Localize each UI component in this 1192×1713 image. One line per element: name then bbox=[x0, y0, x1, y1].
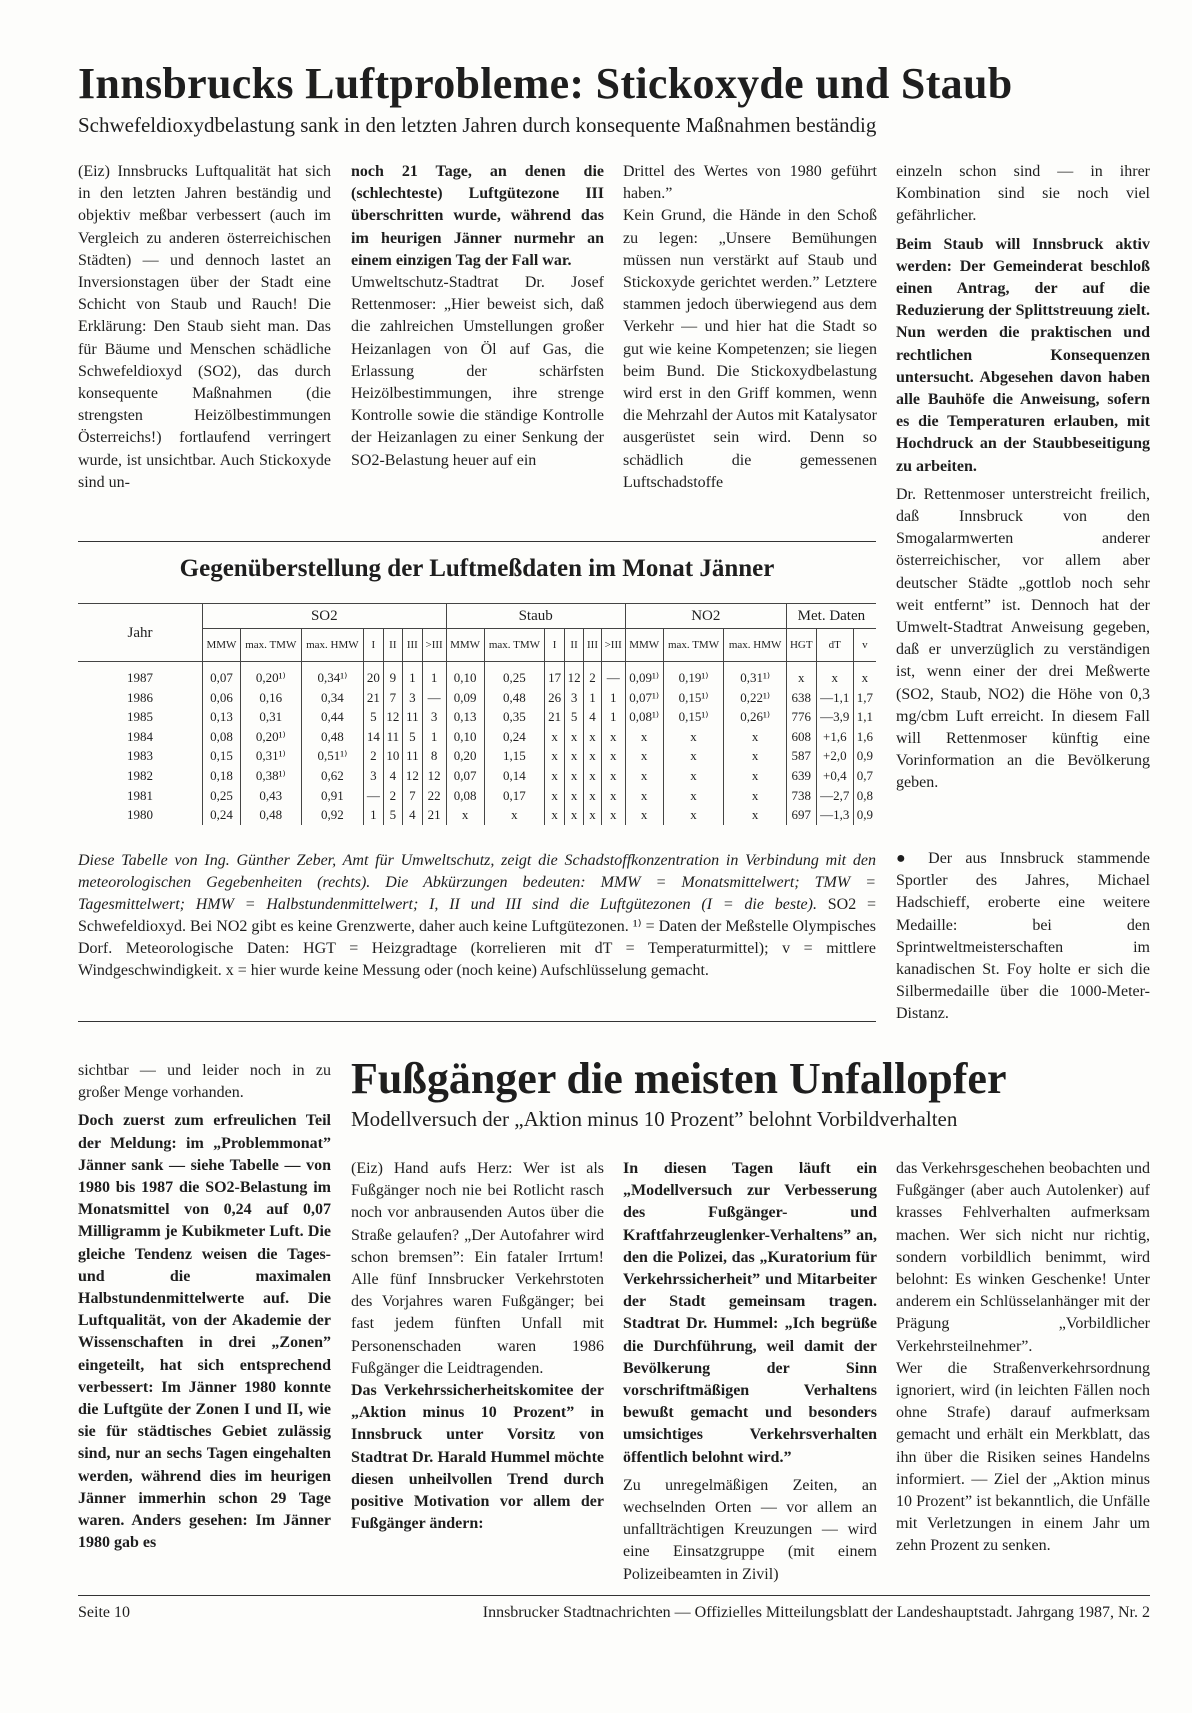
table-cell: 0,15¹⁾ bbox=[663, 707, 724, 727]
table-subheader: MMW bbox=[203, 629, 241, 662]
article1-title: Innsbrucks Luftprobleme: Stickoxyde und Staub bbox=[78, 59, 1013, 108]
table-subheader: HGT bbox=[786, 629, 816, 662]
article1-col2 bbox=[351, 161, 604, 472]
table-cell: 3 bbox=[364, 766, 384, 786]
table-cell: 0,08¹⁾ bbox=[625, 707, 663, 727]
table-cell: 0,91 bbox=[301, 786, 363, 806]
brief-news-text: Der aus Innsbruck stammende Sportler des Jahres, Michael Hadschieff, eroberte eine weitere Medaille: bei den Sprintweltmeisterschaften im kanadischen St. Foy holte er sich die Silbermedaille über die 1000-Meter-Distanz. bbox=[896, 850, 1150, 1023]
table-cell: 0,44 bbox=[301, 707, 363, 727]
table-row bbox=[78, 766, 876, 786]
table-cell: 0,09¹⁾ bbox=[625, 662, 663, 688]
table-cell: 0,08 bbox=[203, 727, 241, 747]
table-cell: 738 bbox=[786, 786, 816, 806]
table-cell: x bbox=[564, 786, 584, 806]
table-cell: 0,08 bbox=[446, 786, 484, 806]
table-cell: x bbox=[724, 786, 786, 806]
table-cell: 0,22¹⁾ bbox=[724, 688, 786, 708]
table-cell: x bbox=[545, 805, 565, 825]
bullet-icon: ● bbox=[896, 850, 915, 867]
table-cell: 1,15 bbox=[484, 746, 545, 766]
article2-title: Fußgänger die meisten Unfallopfer bbox=[351, 1054, 1007, 1103]
table-cell: — bbox=[601, 662, 625, 688]
table-cell: 1,7 bbox=[853, 688, 876, 708]
table-cell: 11 bbox=[403, 746, 423, 766]
table-cell: 0,51¹⁾ bbox=[301, 746, 363, 766]
table-cell: x bbox=[663, 746, 724, 766]
table-cell: 12 bbox=[383, 707, 403, 727]
table-cell: 10 bbox=[383, 746, 403, 766]
table-cell: x bbox=[601, 746, 625, 766]
table-cell: x bbox=[584, 786, 601, 806]
table-cell: x bbox=[724, 746, 786, 766]
table-cell: 0,62 bbox=[301, 766, 363, 786]
table-cell: 2 bbox=[364, 746, 384, 766]
table-cell: 21 bbox=[422, 805, 446, 825]
table-cell: 4 bbox=[383, 766, 403, 786]
table-cell: x bbox=[625, 786, 663, 806]
table-cell: 0,13 bbox=[446, 707, 484, 727]
article1-col1 bbox=[78, 161, 331, 494]
table-group-so2: SO2 bbox=[203, 604, 447, 629]
table-cell: 0,9 bbox=[853, 805, 876, 825]
table-cell: x bbox=[663, 766, 724, 786]
table-cell: 0,25 bbox=[484, 662, 545, 688]
table-cell: x bbox=[724, 727, 786, 747]
article2-col3-text-b: Wer die Straßenverkehrsordnung ignoriert, wird (in leichten Fällen noch ohne Strafe) darauf aufmerksam gemacht und erhält ein Merkblatt, das ihn über die Risiken seines Handelns informiert. — Ziel der „Aktion minus 10 Prozent” ist bekanntlich, die Unfälle mit Verletzungen in einem Jahr um zehn Prozent zu senken. bbox=[896, 1359, 1150, 1555]
article1-cont-text: sichtbar — und leider noch in zu großer Menge vorhanden. bbox=[78, 1062, 331, 1102]
table-cell: 4 bbox=[403, 805, 423, 825]
table-cell: 2 bbox=[584, 662, 601, 688]
article1-col4-text-b: Dr. Rettenmoser unterstreicht freilich, daß Innsbruck von den Smogalarmwerten anderer österreichischer, vor allem aber deutscher Städte „gottlob noch sehr weit entfernt” ist. Dennoch hat der Umwelt-Stadtrat Anweisung gegeben, daß er unverzüglich zu verständigen ist, wenn einer der drei Meßwerte (SO2, Staub, NO2) die Höhe von 0,3 mg/cbm Luft erreicht. In diesem Fall will Rettenmoser künftig eine Vorinformation an die Bevölkerung geben. bbox=[896, 485, 1150, 792]
table-cell: 1 bbox=[422, 727, 446, 747]
table-subheader: dT bbox=[816, 629, 853, 662]
table-cell: 7 bbox=[383, 688, 403, 708]
table-cell: 1 bbox=[403, 662, 423, 688]
table-cell: 21 bbox=[364, 688, 384, 708]
table-cell: x bbox=[625, 805, 663, 825]
article1-col2-text: Umweltschutz-Stadtrat Dr. Josef Rettenmoser: „Hier beweist sich, daß die zahlreichen Umstellungen großer Heizanlagen von Öl auf Gas, die Erlassung der schärfsten Heizölbestimmungen, ihre strenge Kontrolle sowie die ständige Kontrolle der Heizanlagen zu einer Senkung der SO2-Belastung heuer auf ein bbox=[351, 274, 604, 469]
table-cell: 3 bbox=[422, 707, 446, 727]
table-cell: 14 bbox=[364, 727, 384, 747]
table-cell: 1,1 bbox=[853, 707, 876, 727]
table-cell: x bbox=[584, 766, 601, 786]
table-cell: 20 bbox=[364, 662, 384, 688]
table-cell: +1,6 bbox=[816, 727, 853, 747]
table-cell: x bbox=[564, 727, 584, 747]
table-cell: 0,92 bbox=[301, 805, 363, 825]
table-cell: —1,1 bbox=[816, 688, 853, 708]
table-cell: 0,24 bbox=[484, 727, 545, 747]
table-cell: 0,20¹⁾ bbox=[240, 727, 301, 747]
table-cell: 608 bbox=[786, 727, 816, 747]
table-subheader: >III bbox=[422, 629, 446, 662]
footer-page-number: Seite 10 bbox=[78, 1604, 130, 1621]
table-cell: 3 bbox=[564, 688, 584, 708]
table-row bbox=[78, 746, 876, 766]
article1-col1-text: (Eiz) Innsbrucks Luftqualität hat sich in den letzten Jahren beständig und objektiv meßbar verbessert (auch im Vergleich zu anderen österreichischen Städten) — und dennoch lastet an Inversionstagen über der Stadt eine Schicht von Staub und Rauch! Die Erklärung: Den Staub sieht man. Das für Bäume und Menschen schädliche Schwefeldioxyd (SO2), das durch konsequente Maßnahmen (die strengsten Heizölbestimmungen Österreichs!) fortlaufend verringert wurde, ist unsichtbar. Auch Stickoxyde sind un- bbox=[78, 163, 331, 491]
table-cell: 0,48 bbox=[240, 805, 301, 825]
table-cell: x bbox=[601, 786, 625, 806]
table-cell: 776 bbox=[786, 707, 816, 727]
table-cell: x bbox=[545, 766, 565, 786]
table-cell: 1 bbox=[601, 688, 625, 708]
table-year-cell: 1986 bbox=[127, 689, 153, 705]
table-cell: 0,48 bbox=[301, 727, 363, 747]
table-cell: 0,25 bbox=[203, 786, 241, 806]
table-cell: x bbox=[816, 662, 853, 688]
table-cell: 0,10 bbox=[446, 662, 484, 688]
table-bottom-rule bbox=[78, 1021, 876, 1022]
table-cell: 0,24 bbox=[203, 805, 241, 825]
table-year-cell: 1981 bbox=[127, 787, 153, 803]
article2-subtitle: Modellversuch der „Aktion minus 10 Prozent” belohnt Vorbildverhalten bbox=[351, 1107, 958, 1131]
table-cell: 12 bbox=[422, 766, 446, 786]
table-caption bbox=[78, 850, 876, 982]
article1-subtitle: Schwefeldioxydbelastung sank in den letzten Jahren durch konsequente Maßnahmen beständig bbox=[78, 113, 877, 137]
table-cell: 12 bbox=[403, 766, 423, 786]
table-cell: 0,16 bbox=[240, 688, 301, 708]
table-cell: x bbox=[564, 746, 584, 766]
table-cell: 0,07 bbox=[446, 766, 484, 786]
article1-col3-text-b: Kein Grund, die Hände in den Schoß zu legen: „Unsere Bemühungen müssen nun verstärkt auf Staub und Stickoxyde gerichtet werden.” Letztere stammen jedoch überwiegend aus dem Verkehr — und hier hat die Stadt so gut wie keine Kompetenzen; sie liegen beim Bund. Die Stickoxydbelastung wird erst in den Griff kommen, wenn die Mehrzahl der Autos mit Katalysator ausgerüstet sein wird. Denn so schädlich die gemessenen Luftschadstoffe bbox=[623, 207, 877, 491]
table-subheader: III bbox=[584, 629, 601, 662]
table-cell: x bbox=[853, 662, 876, 688]
table-year-cell: 1987 bbox=[127, 670, 153, 685]
table-top-rule bbox=[78, 541, 876, 542]
table-subheader: II bbox=[564, 629, 584, 662]
article2-col2-text: Zu unregelmäßigen Zeiten, an wechselnden Orten — vor allem an unfallträchtigen Kreuzungen — wird eine Einsatzgruppe (mit einem Polizeibeamten in Zivil) bbox=[623, 1476, 877, 1583]
table-cell: x bbox=[724, 766, 786, 786]
table-subheader: III bbox=[403, 629, 423, 662]
article1-cont-bold: Doch zuerst zum erfreulichen Teil der Meldung: im „Problemmonat” Jänner sank — siehe Tabelle — von 1980 bis 1987 die SO2-Belastung im Monatsmittel von 0,24 auf 0,07 Milligramm je Kubikmeter Luft. Die gleiche Tendenz weisen die Tages- und die maximalen Halbstundenmittelwerte auf. Die Luftqualität, von der Akademie der Wissenschaften in drei „Zonen” eingeteilt, hat sich entsprechend verbessert: Im Jänner 1980 konnte die Luftgüte der Zonen I und II, wie sie für städtisches Gebiet zulässig sind, nur an sechs Tagen eingehalten werden, während dies im heurigen Jänner immerhin schon 29 Tage waren. Anders gesehen: Im Jänner 1980 gab es bbox=[78, 1112, 331, 1552]
measurement-table bbox=[78, 603, 876, 825]
table-cell: 0,48 bbox=[484, 688, 545, 708]
table-cell: — bbox=[422, 688, 446, 708]
table-year-header: Jahr bbox=[78, 604, 203, 662]
table-cell: x bbox=[601, 766, 625, 786]
table-cell: 0,07¹⁾ bbox=[625, 688, 663, 708]
table-cell: 7 bbox=[403, 786, 423, 806]
footer-rule bbox=[78, 1595, 1150, 1596]
table-cell: 0,31¹⁾ bbox=[240, 746, 301, 766]
table-cell: x bbox=[601, 805, 625, 825]
article1-col4-text-a: einzeln schon sind — in ihrer Kombination sind sie noch viel gefährlicher. bbox=[896, 163, 1150, 225]
table-cell: 0,20 bbox=[446, 746, 484, 766]
table-cell: x bbox=[484, 805, 545, 825]
table-cell: x bbox=[601, 727, 625, 747]
article2-col2-bold: In diesen Tagen läuft ein „Modellversuch zur Verbesserung des Fußgänger- und Kraftfahrzeuglenker-Verhaltens” an, den die Polizei, das „Kuratorium für Verkehrssicherheit” und Mitarbeiter der Stadt gemeinsam tragen. Stadtrat Dr. Hummel: „Ich begrüße die Durchführung, weil damit der Bevölkerung der Sinn vorschriftmäßigen Verhaltens bewußt gemacht und besonders umsichtiges Verkehrsverhalten öffentlich belohnt wird.” bbox=[623, 1160, 877, 1466]
article1-continuation bbox=[78, 1060, 331, 1554]
article2-col1 bbox=[351, 1158, 604, 1535]
table-row bbox=[78, 727, 876, 747]
table-cell: —3,9 bbox=[816, 707, 853, 727]
table-cell: x bbox=[724, 805, 786, 825]
table-cell: x bbox=[545, 746, 565, 766]
table-cell: 1 bbox=[584, 688, 601, 708]
table-cell: 0,31¹⁾ bbox=[724, 662, 786, 688]
table-cell: 0,09 bbox=[446, 688, 484, 708]
table-row bbox=[78, 707, 876, 727]
table-subheader: I bbox=[545, 629, 565, 662]
article2-col2 bbox=[623, 1158, 877, 1586]
table-caption-plain: SO2 = Schwefeldioxyd. Bei NO2 gibt es keine Grenzwerte, daher auch keine Luftgütezonen. ¹⁾ = Daten der Meßstelle Olympisches Dorf. Meteorologische Daten: HGT = Heizgradtage (korrelieren mit dT = Temperaturmittel); v = mittlere Windgeschwindigkeit. x = hier wurde keine Messung oder (noch keine) Aufschlüsselung gemacht. bbox=[78, 896, 876, 979]
table-cell: —2,7 bbox=[816, 786, 853, 806]
article2-col3 bbox=[896, 1158, 1150, 1558]
table-cell: x bbox=[663, 727, 724, 747]
table-group-no2: NO2 bbox=[625, 604, 786, 629]
table-row bbox=[78, 786, 876, 806]
table-cell: 0,13 bbox=[203, 707, 241, 727]
table-cell: 0,06 bbox=[203, 688, 241, 708]
table-cell: 0,43 bbox=[240, 786, 301, 806]
table-subheader: v bbox=[853, 629, 876, 662]
table-cell: 26 bbox=[545, 688, 565, 708]
table-subheader: max. HMW bbox=[301, 629, 363, 662]
table-group-staub: Staub bbox=[446, 604, 625, 629]
table-cell: x bbox=[545, 727, 565, 747]
table-cell: 0,18 bbox=[203, 766, 241, 786]
table-cell: 0,7 bbox=[853, 766, 876, 786]
table-cell: x bbox=[625, 727, 663, 747]
article1-col2-bold: noch 21 Tage, an denen die (schlechteste) Luftgütezone III überschritten wurde, während das im heurigen Jänner nurmehr an einem einzigen Tag der Fall war. bbox=[351, 163, 604, 269]
table-cell: x bbox=[584, 746, 601, 766]
table-cell: —1,3 bbox=[816, 805, 853, 825]
table-year-cell: 1985 bbox=[127, 709, 153, 725]
table-subheader: MMW bbox=[446, 629, 484, 662]
table-subheader: II bbox=[383, 629, 403, 662]
table-cell: 587 bbox=[786, 746, 816, 766]
table-subheader: max. TMW bbox=[484, 629, 545, 662]
table-cell: 1,6 bbox=[853, 727, 876, 747]
table-cell: 0,17 bbox=[484, 786, 545, 806]
table-cell: +0,4 bbox=[816, 766, 853, 786]
table-subheader: MMW bbox=[625, 629, 663, 662]
article1-col3 bbox=[623, 161, 877, 494]
table-cell: 5 bbox=[564, 707, 584, 727]
table-cell: — bbox=[364, 786, 384, 806]
table-cell: 697 bbox=[786, 805, 816, 825]
table-cell: 0,35 bbox=[484, 707, 545, 727]
table-title: Gegenüberstellung der Luftmeßdaten im Monat Jänner bbox=[179, 555, 775, 582]
table-cell: x bbox=[584, 805, 601, 825]
table-subheader: max. TMW bbox=[663, 629, 724, 662]
table-cell: 1 bbox=[364, 805, 384, 825]
table-cell: 0,26¹⁾ bbox=[724, 707, 786, 727]
table-subheader: max. HMW bbox=[724, 629, 786, 662]
table-subheader: I bbox=[364, 629, 384, 662]
table-row bbox=[78, 662, 876, 688]
table-cell: 0,9 bbox=[853, 746, 876, 766]
table-cell: 0,19¹⁾ bbox=[663, 662, 724, 688]
table-cell: 0,34 bbox=[301, 688, 363, 708]
table-cell: 22 bbox=[422, 786, 446, 806]
table-cell: 0,8 bbox=[853, 786, 876, 806]
footer-publication: Innsbrucker Stadtnachrichten — Offizielles Mitteilungsblatt der Landeshauptstadt. Jahrgang 1987, Nr. 2 bbox=[482, 1604, 1150, 1621]
table-cell: 0,07 bbox=[203, 662, 241, 688]
table-cell: 0,34¹⁾ bbox=[301, 662, 363, 688]
table-cell: 2 bbox=[383, 786, 403, 806]
table-cell: x bbox=[786, 662, 816, 688]
table-cell: 5 bbox=[403, 727, 423, 747]
table-cell: 17 bbox=[545, 662, 565, 688]
table-cell: 0,38¹⁾ bbox=[240, 766, 301, 786]
table-cell: 1 bbox=[422, 662, 446, 688]
table-year-cell: 1983 bbox=[127, 748, 153, 764]
table-cell: x bbox=[564, 805, 584, 825]
table-cell: 0,15 bbox=[203, 746, 241, 766]
article2-col1-bold: Das Verkehrssicherheitskomitee der „Aktion minus 10 Prozent” in Innsbruck unter Vorsitz von Stadtrat Dr. Harald Hummel möchte diesen unheilvollen Trend durch positive Motivation vor allem der Fußgänger ändern: bbox=[351, 1382, 604, 1533]
brief-news bbox=[896, 848, 1150, 1026]
article2-col1-text: (Eiz) Hand aufs Herz: Wer ist als Fußgänger noch nie bei Rotlicht rasch noch vor anbrausenden Autos über die Straße gelaufen? „Der Autofahrer wird schon bremsen”: Ein fataler Irrtum! Alle fünf Innsbrucker Verkehrstoten des Vorjahres waren Fußgänger; bei fast jedem fünften Unfall mit Personenschaden waren 1986 Fußgänger die Leidtragenden. bbox=[351, 1160, 604, 1377]
table-cell: 11 bbox=[403, 707, 423, 727]
table-caption-italic: Diese Tabelle von Ing. Günther Zeber, Amt für Umweltschutz, zeigt die Schadstoffkonzentration in Verbindung mit den meteorologischen Gegebenheiten (rechts). Die Abkürzungen bedeuten: MMW = Monatsmittelwert; TMW = Tagesmittelwert; HMW = Halbstundenmittelwert; I, II und III sind die Luftgütezonen (I = die beste). bbox=[78, 852, 876, 913]
table-cell: x bbox=[584, 727, 601, 747]
table-cell: 3 bbox=[403, 688, 423, 708]
table-row bbox=[78, 688, 876, 708]
table-cell: 639 bbox=[786, 766, 816, 786]
table-cell: 12 bbox=[564, 662, 584, 688]
table-subheader: max. TMW bbox=[240, 629, 301, 662]
table-cell: 5 bbox=[364, 707, 384, 727]
article1-col4-bold: Beim Staub will Innsbruck aktiv werden: Der Gemeinderat beschloß einen Antrag, der auf die Reduzierung der Splittstreuung zielt. Nun werden die praktischen und rechtlichen Konsequenzen untersucht. Abgesehen davon haben alle Bauhöfe die Anweisung, sofern es die Temperaturen erlauben, mit Hochdruck an der Staubbeseitigung zu arbeiten. bbox=[896, 235, 1150, 475]
table-cell: x bbox=[545, 786, 565, 806]
table-cell: 638 bbox=[786, 688, 816, 708]
table-cell: 21 bbox=[545, 707, 565, 727]
table-cell: x bbox=[564, 766, 584, 786]
table-cell: 11 bbox=[383, 727, 403, 747]
table-cell: x bbox=[663, 805, 724, 825]
table-row bbox=[78, 805, 876, 825]
table-year-cell: 1980 bbox=[127, 807, 153, 823]
table-year-cell: 1984 bbox=[127, 728, 153, 744]
table-cell: 0,14 bbox=[484, 766, 545, 786]
table-cell: x bbox=[625, 746, 663, 766]
table-cell: 0,15¹⁾ bbox=[663, 688, 724, 708]
table-group-met: Met. Daten bbox=[786, 604, 876, 629]
table-cell: 0,10 bbox=[446, 727, 484, 747]
table-cell: x bbox=[663, 786, 724, 806]
table-cell: 9 bbox=[383, 662, 403, 688]
table-cell: 4 bbox=[584, 707, 601, 727]
table-year-cell: 1982 bbox=[127, 767, 153, 783]
table-cell: x bbox=[625, 766, 663, 786]
table-cell: +2,0 bbox=[816, 746, 853, 766]
article2-col3-text-a: das Verkehrsgeschehen beobachten und Fußgänger (aber auch Autolenker) auf krasses Fehlverhalten aufmerksam machen. Wer sich nicht nur richtig, sondern vorbildlich benimmt, wird belohnt: Es winken Geschenke! Unter anderem ein Schlüsselanhänger mit der Prägung „Vorbildlicher Verkehrsteilnehmer”. bbox=[896, 1160, 1150, 1355]
article1-col3-text-a: Drittel des Wertes von 1980 geführt haben.” bbox=[623, 163, 877, 203]
table-cell: 0,31 bbox=[240, 707, 301, 727]
table-cell: 0,20¹⁾ bbox=[240, 662, 301, 688]
table-cell: 5 bbox=[383, 805, 403, 825]
table-cell: x bbox=[446, 805, 484, 825]
table-subheader: >III bbox=[601, 629, 625, 662]
table-cell: 1 bbox=[601, 707, 625, 727]
article1-col4 bbox=[896, 161, 1150, 795]
table-cell: 8 bbox=[422, 746, 446, 766]
